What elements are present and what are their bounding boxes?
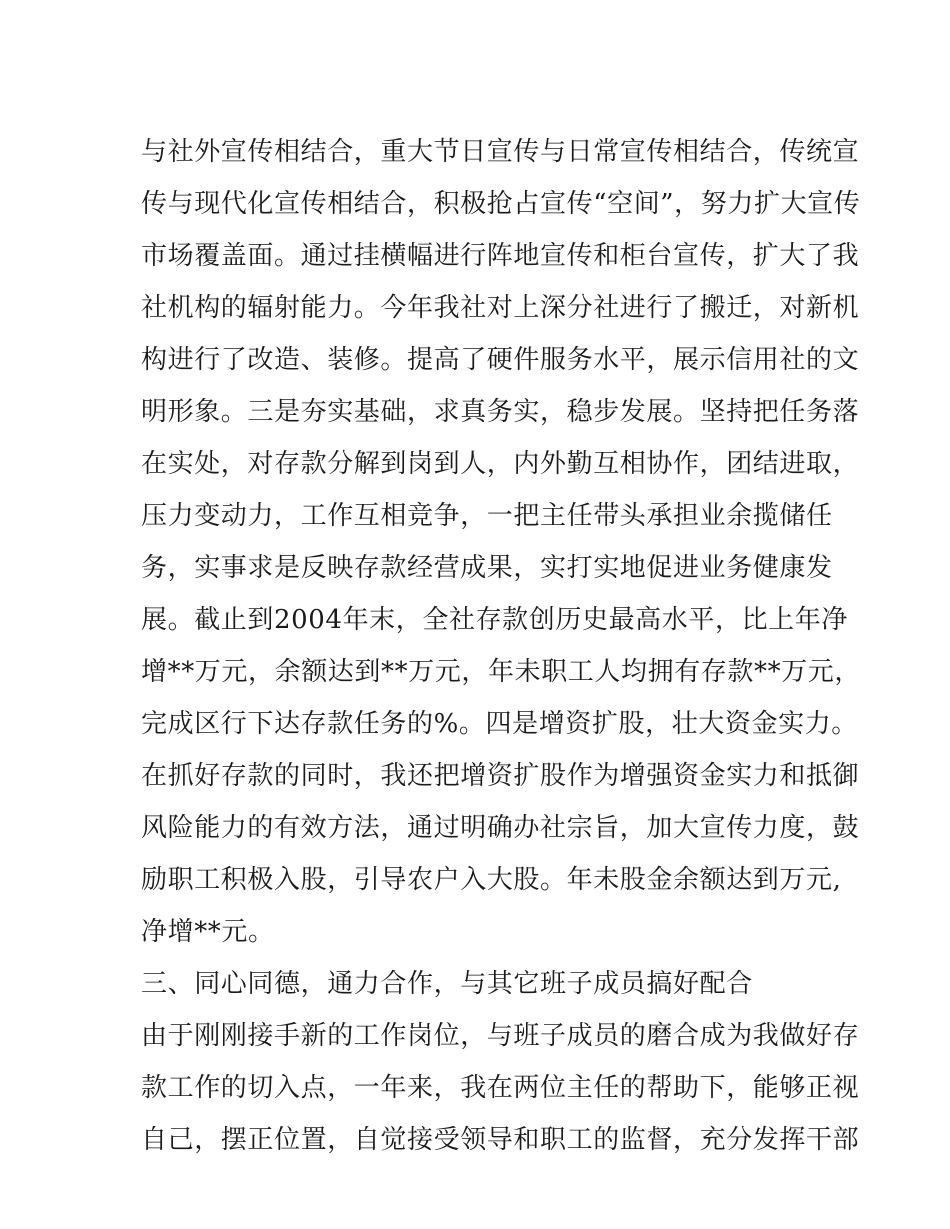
text-line: 构进行了改造、装修。提高了硬件服务水平，展示信用社的文 (141, 345, 860, 375)
text-line: 完成区行下达存款任务的%。四是增资扩股，壮大资金实力。 (141, 709, 858, 739)
text-line: 市场覆盖面。通过挂横幅进行阵地宣传和柜台宣传，扩大了我 (141, 241, 860, 271)
text-line: 款工作的切入点，一年来，我在两位主任的帮助下，能够正视 (141, 1073, 860, 1103)
text-line: 展。截止到2004年末，全社存款创历史最高水平，比上年净 (141, 605, 848, 635)
text-line: 在抓好存款的同时，我还把增资扩股作为增强资金实力和抵御 (141, 761, 860, 791)
text-line: 在实处，对存款分解到岗到人，内外勤互相协作，团结进取， (141, 449, 860, 479)
section-heading: 三、同心同德，通力合作，与其它班子成员搞好配合 (141, 969, 753, 999)
text-line: 压力变动力，工作互相竞争，一把主任带头承担业余揽储任 (141, 501, 833, 531)
text-line: 风险能力的有效方法，通过明确办社宗旨，加大宣传力度，鼓 (141, 813, 860, 843)
text-line: 励职工积极入股，引导农户入大股。年未股金余额达到万元, (141, 865, 842, 895)
text-line: 自己，摆正位置，自觉接受领导和职工的监督，充分发挥干部 (141, 1125, 860, 1155)
text-line: 明形象。三是夯实基础，求真务实，稳步发展。坚持把任务落 (141, 397, 860, 427)
text-line: 社机构的辐射能力。今年我社对上深分社进行了搬迁，对新机 (141, 293, 860, 323)
text-line: 由于刚刚接手新的工作岗位，与班子成员的磨合成为我做好存 (141, 1021, 860, 1051)
text-line: 与社外宣传相结合，重大节日宣传与日常宣传相结合，传统宣 (141, 137, 860, 167)
text-line: 净增**元。 (141, 917, 275, 947)
text-line: 增**万元，余额达到**万元，年未职工人均拥有存款**万元， (141, 657, 862, 687)
text-line: 传与现代化宣传相结合，积极抢占宣传“空间”，努力扩大宣传 (141, 189, 861, 219)
text-line: 务，实事求是反映存款经营成果，实打实地促进业务健康发 (141, 553, 833, 583)
